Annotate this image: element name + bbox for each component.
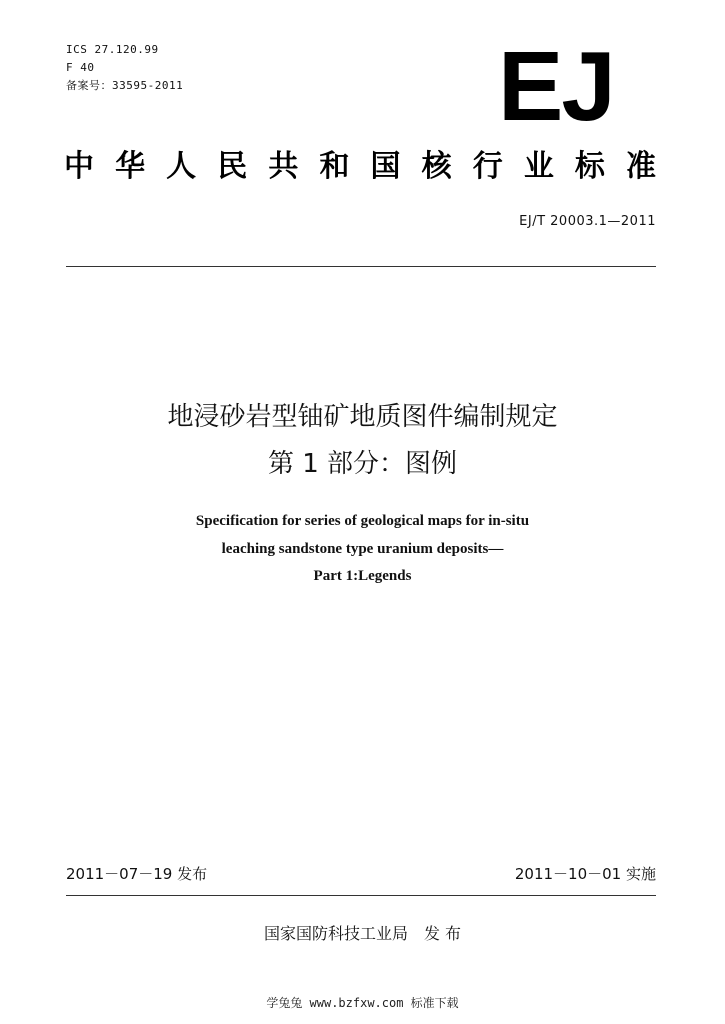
top-divider [66, 266, 656, 267]
record-number: 备案号：33595-2011 [66, 79, 184, 92]
ej-logo: EJ [498, 31, 614, 141]
chinese-title-line-2: 第 1 部分：图例 [267, 449, 458, 479]
issuing-authority: 国家国防科技工业局 发 布 [263, 924, 462, 943]
ics-code: ICS 27.120.99 [66, 43, 159, 56]
english-title-line-2: leaching sandstone type uranium deposits— [221, 541, 504, 557]
chinese-title-line-1: 地浸砂岩型铀矿地质图件编制规定 [167, 402, 558, 432]
standard-code: EJ/T 20003.1—2011 [519, 214, 656, 229]
bottom-divider [66, 895, 656, 896]
implementation-date: 2011－10－01 实施 [514, 865, 656, 883]
issue-date: 2011－07－19 发布 [66, 865, 208, 883]
footer-watermark: 学兔兔 www.bzfxw.com 标准下载 [266, 996, 459, 1010]
standard-type-heading: 中华人民共和国核行业标准 [64, 149, 656, 184]
english-title-line-1: Specification for series of geological maps for in-situ [195, 513, 530, 529]
english-title-line-3: Part 1:Legends [313, 568, 412, 584]
classification-code: F 40 [66, 61, 95, 74]
